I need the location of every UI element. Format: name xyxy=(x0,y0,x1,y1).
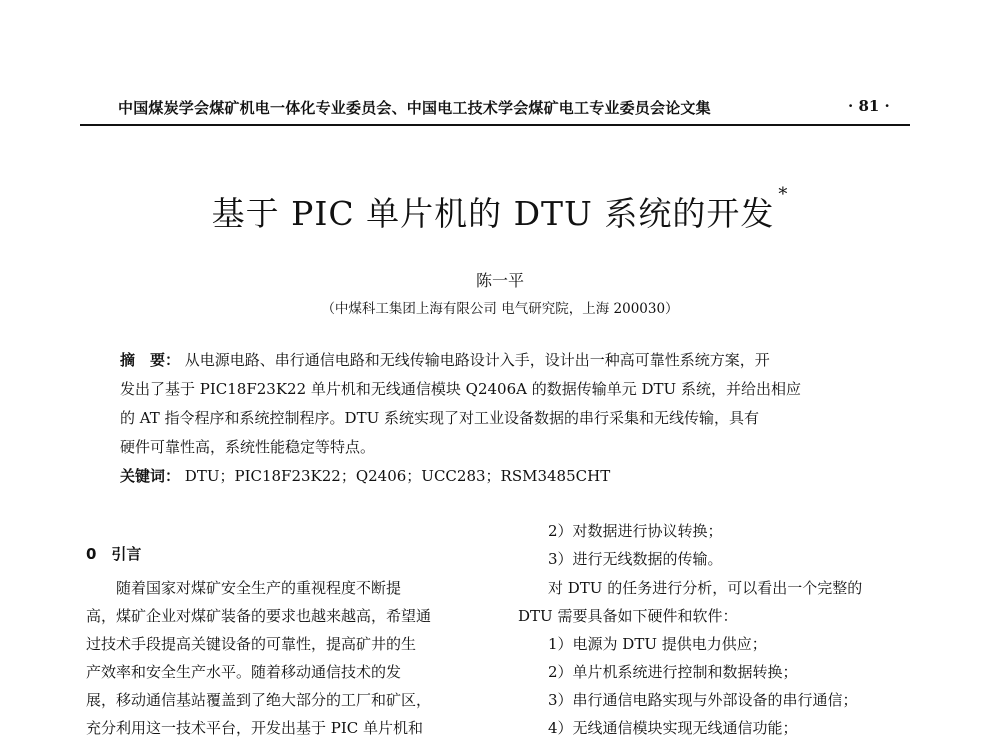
author: 陈一平 xyxy=(475,271,524,290)
keywords xyxy=(120,469,610,484)
abstract-line: 硬件可靠性高，系统性能稳定等特点。 xyxy=(120,438,376,456)
abstract-line xyxy=(120,353,770,368)
running-header: 中国煤炭学会煤矿机电一体化专业委员会、中国电工技术学会煤矿电工专业委员会论文集 xyxy=(118,99,711,117)
affiliation: （中煤科工集团上海有限公司 电气研究院，上海 200030） xyxy=(321,301,679,317)
body-line: 随着国家对煤矿安全生产的重视程度不断提 xyxy=(116,579,402,597)
body-line: DTU 需要具备如下硬件和软件： xyxy=(518,607,738,625)
paper-title-text: 基于 PIC 单片机的 DTU 系统的开发 xyxy=(211,194,775,233)
page-number: · 81 · xyxy=(848,97,890,115)
header-rule xyxy=(80,124,910,126)
body-line: 充分利用这一技术平台，开发出基于 PIC 单片机和 xyxy=(86,719,424,737)
body-line: 高，煤矿企业对煤矿装备的要求也越来越高，希望通 xyxy=(86,607,432,625)
keywords-label: 关键词： xyxy=(120,467,181,485)
keywords-text: DTU；PIC18F23K22；Q2406；UCC283；RSM3485CHT xyxy=(184,467,611,485)
paper-title xyxy=(0,184,1000,235)
body-line: 产效率和安全生产水平。随着移动通信技术的发 xyxy=(86,663,402,681)
body-line: 1）电源为 DTU 提供电力供应； xyxy=(548,635,767,653)
title-footnote-mark: * xyxy=(778,184,789,205)
abstract-label: 摘 要： xyxy=(120,351,181,369)
body-line: 对 DTU 的任务进行分析，可以看出一个完整的 xyxy=(548,579,863,597)
body-line: 4）无线通信模块实现无线通信功能； xyxy=(548,719,798,737)
body-line: 2）单片机系统进行控制和数据转换； xyxy=(548,663,798,681)
body-line: 展，移动通信基站覆盖到了绝大部分的工厂和矿区， xyxy=(86,691,432,709)
body-line: 2）对数据进行协议转换； xyxy=(548,522,723,540)
section-heading: 0 引言 xyxy=(86,545,142,563)
abstract-line: 的 AT 指令程序和系统控制程序。DTU 系统实现了对工业设备数据的串行采集和无线传输，具有 xyxy=(120,409,759,427)
body-line: 过技术手段提高关键设备的可靠性，提高矿井的生 xyxy=(86,635,417,653)
body-line: 3）进行无线数据的传输。 xyxy=(548,550,723,568)
body-line: 3）串行通信电路实现与外部设备的串行通信； xyxy=(548,691,858,709)
abstract-line: 发出了基于 PIC18F23K22 单片机和无线通信模块 Q2406A 的数据传输单元 DTU 系统，并给出相应 xyxy=(120,380,801,398)
abstract-text: 从电源电路、串行通信电路和无线传输电路设计入手，设计出一种高可靠性系统方案，开 xyxy=(184,351,770,369)
